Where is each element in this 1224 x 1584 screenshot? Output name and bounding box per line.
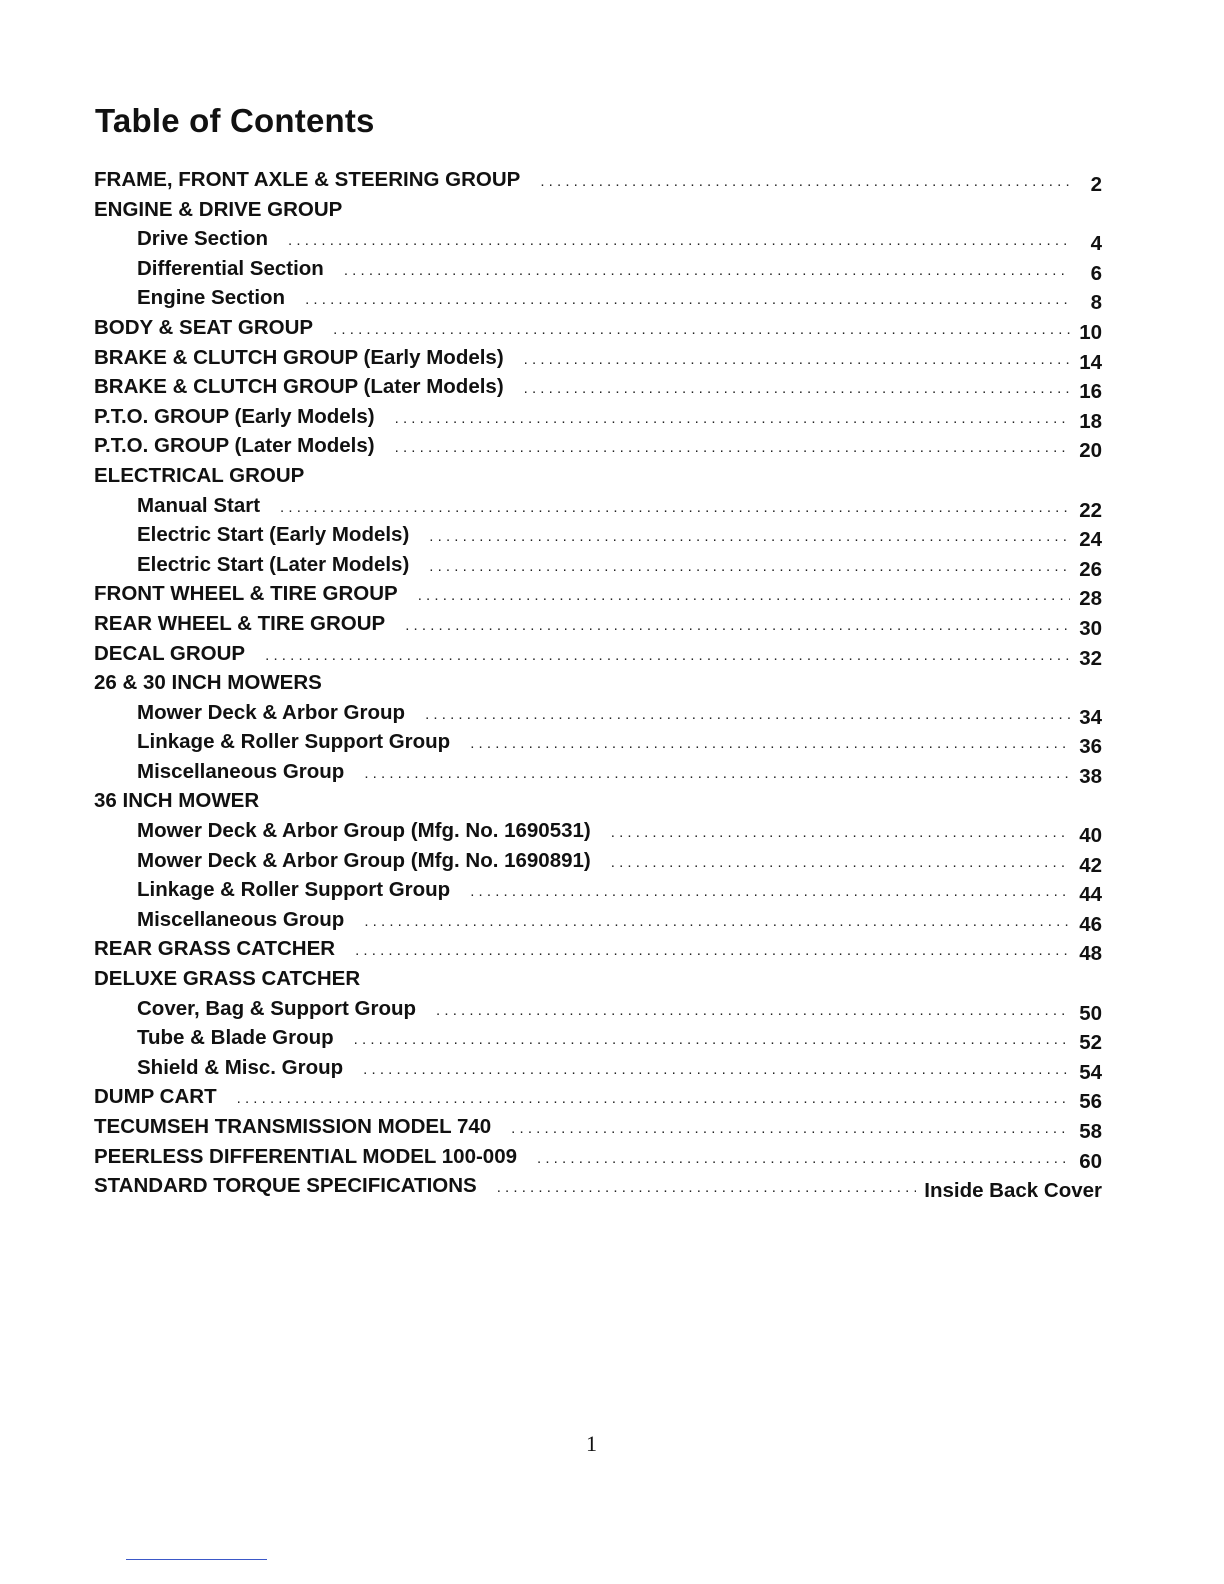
toc-entry-page: 36 <box>1079 735 1102 759</box>
dot-leader <box>470 729 1070 759</box>
toc-entry-page: 20 <box>1079 439 1102 463</box>
toc-entry <box>94 402 1102 432</box>
toc-entry <box>94 875 1102 905</box>
toc-entry-page: 26 <box>1079 557 1102 581</box>
dot-leader <box>524 345 1070 375</box>
toc-entry <box>94 994 1102 1024</box>
toc-entry <box>94 757 1102 787</box>
toc-entry-label: Mower Deck & Arbor Group <box>137 700 406 724</box>
toc-entry-page: 42 <box>1079 853 1102 877</box>
toc-entry-page: 56 <box>1079 1090 1102 1114</box>
toc-section-heading <box>94 461 1102 491</box>
dot-leader <box>540 167 1070 197</box>
toc-entry-label: Electric Start (Early Models) <box>137 523 410 547</box>
dot-leader <box>425 700 1070 730</box>
toc-entry-label: Linkage & Roller Support Group <box>137 878 451 902</box>
toc-entry-label: DECAL GROUP <box>94 641 246 665</box>
toc-entry-label: TECUMSEH TRANSMISSION MODEL 740 <box>94 1115 492 1138</box>
toc-entry <box>94 313 1102 343</box>
dot-leader <box>333 315 1070 345</box>
dot-leader <box>237 1084 1070 1114</box>
dot-leader <box>364 907 1070 937</box>
toc-entry-label: P.T.O. GROUP (Early Models) <box>94 404 375 428</box>
toc-entry-page: Inside Back Cover <box>924 1179 1102 1203</box>
toc-entry-label: DUMP CART <box>94 1085 217 1109</box>
dot-leader <box>524 374 1070 404</box>
toc-entry-page: 16 <box>1079 380 1102 404</box>
toc-entry-label: ELECTRICAL GROUP <box>94 463 305 487</box>
toc-entry-page: 30 <box>1079 616 1102 640</box>
dot-leader <box>364 759 1070 789</box>
toc-entry-label: FRONT WHEEL & TIRE GROUP <box>94 582 398 606</box>
toc-entry <box>94 1112 1102 1142</box>
toc-entry-label: Miscellaneous Group <box>137 907 345 931</box>
toc-entry-page: 14 <box>1079 350 1102 374</box>
toc-entry-label: REAR WHEEL & TIRE GROUP <box>94 611 386 635</box>
toc-entry-label: REAR GRASS CATCHER <box>94 937 336 961</box>
toc-entry <box>94 1082 1102 1112</box>
toc-entry <box>94 846 1102 876</box>
dot-leader <box>280 493 1070 523</box>
toc-entry-label: Engine Section <box>137 286 286 310</box>
dot-leader <box>395 404 1070 434</box>
dot-leader <box>344 256 1070 286</box>
toc-entry-label: BRAKE & CLUTCH GROUP (Early Models) <box>94 345 504 369</box>
toc-entry <box>94 905 1102 935</box>
toc-entry <box>94 934 1102 964</box>
toc-section-heading <box>94 964 1102 994</box>
dot-leader <box>355 936 1070 966</box>
toc-entry-label: Mower Deck & Arbor Group (Mfg. No. 1690891) <box>137 848 591 872</box>
toc-entry-label: 26 & 30 INCH MOWERS <box>94 671 322 695</box>
toc-entry-label: Miscellaneous Group <box>137 759 345 783</box>
dot-leader <box>429 522 1070 552</box>
toc-entry-page: 50 <box>1079 1001 1102 1025</box>
toc-entry-label: ENGINE & DRIVE GROUP <box>94 197 343 221</box>
toc-section-heading <box>94 668 1102 698</box>
toc-entry-label: Cover, Bag & Support Group <box>137 996 417 1020</box>
toc-entry-page: 48 <box>1079 942 1102 966</box>
toc-entry-page: 38 <box>1079 764 1102 788</box>
toc-entry-page: 40 <box>1079 824 1102 848</box>
toc-entry <box>94 165 1102 195</box>
dot-leader <box>537 1144 1070 1174</box>
toc-entry <box>94 1171 1102 1201</box>
toc-entry-page: 58 <box>1079 1120 1102 1143</box>
page-number: 1 <box>586 1431 597 1456</box>
toc-entry <box>94 431 1102 461</box>
toc-entry-label: Shield & Misc. Group <box>137 1055 344 1079</box>
toc-entry-label: Tube & Blade Group <box>137 1026 334 1050</box>
dot-leader <box>418 581 1070 611</box>
dot-leader <box>436 996 1070 1026</box>
dot-leader <box>611 848 1070 878</box>
toc-entry-page: 2 <box>1090 173 1102 196</box>
decorative-rule <box>126 1559 267 1560</box>
toc-entry-page: 28 <box>1079 587 1102 611</box>
dot-leader <box>354 1025 1070 1055</box>
toc-entry-page: 24 <box>1079 528 1102 552</box>
toc-entry-label: PEERLESS DIFFERENTIAL MODEL 100-009 <box>94 1144 518 1168</box>
toc-entry-label: Differential Section <box>137 256 324 280</box>
toc-entry-label: Electric Start (Later Models) <box>137 552 410 576</box>
toc-entry <box>94 550 1102 580</box>
toc-entry <box>94 579 1102 609</box>
toc-entry <box>94 727 1102 757</box>
toc-section-heading <box>94 786 1102 816</box>
toc-entry <box>94 1023 1102 1053</box>
toc-entry-page: 18 <box>1079 409 1102 433</box>
toc-section-heading <box>94 195 1102 225</box>
toc-entry-label: BRAKE & CLUTCH GROUP (Later Models) <box>94 375 504 399</box>
dot-leader <box>288 226 1070 256</box>
toc-entry <box>94 1142 1102 1172</box>
dot-leader <box>363 1055 1070 1085</box>
toc-entry-label: BODY & SEAT GROUP <box>94 315 314 339</box>
dot-leader <box>497 1173 917 1203</box>
toc-entry-page: 22 <box>1079 498 1102 522</box>
toc-entry-page: 8 <box>1090 291 1102 315</box>
page-title: Table of Contents <box>95 102 375 139</box>
toc-entry <box>94 283 1102 313</box>
toc-entry <box>94 343 1102 373</box>
toc-entry <box>94 224 1102 254</box>
dot-leader <box>511 1114 1070 1144</box>
toc-entry <box>94 609 1102 639</box>
toc-entry-page: 10 <box>1079 320 1102 344</box>
toc-entry-label: FRAME, FRONT AXLE & STEERING GROUP <box>94 168 521 191</box>
toc-entry-page: 4 <box>1090 232 1102 256</box>
toc-entry <box>94 816 1102 846</box>
toc-entry-page: 32 <box>1079 646 1102 670</box>
dot-leader <box>611 818 1070 848</box>
toc-entry-page: 34 <box>1079 705 1102 729</box>
toc-entry-page: 54 <box>1079 1060 1102 1084</box>
toc-entry-page: 6 <box>1090 261 1102 285</box>
toc-entry-page: 44 <box>1079 883 1102 907</box>
toc-entry-page: 60 <box>1079 1149 1102 1173</box>
toc-entry-label: Linkage & Roller Support Group <box>137 730 451 754</box>
toc-entry-label: Manual Start <box>137 493 261 517</box>
toc-entry-label: STANDARD TORQUE SPECIFICATIONS <box>94 1174 477 1198</box>
table-of-contents <box>94 165 1102 1201</box>
toc-entry <box>94 491 1102 521</box>
toc-entry-label: P.T.O. GROUP (Later Models) <box>94 434 375 458</box>
dot-leader <box>429 552 1070 582</box>
toc-entry-label: Mower Deck & Arbor Group (Mfg. No. 1690531) <box>137 819 591 843</box>
toc-entry <box>94 372 1102 402</box>
toc-entry-label: Drive Section <box>137 227 269 251</box>
dot-leader <box>395 433 1070 463</box>
dot-leader <box>265 641 1070 671</box>
toc-entry-page: 52 <box>1079 1031 1102 1055</box>
toc-entry-label: DELUXE GRASS CATCHER <box>94 967 361 991</box>
dot-leader <box>470 877 1070 907</box>
toc-entry <box>94 698 1102 728</box>
toc-entry <box>94 254 1102 284</box>
toc-entry <box>94 520 1102 550</box>
dot-leader <box>305 285 1070 315</box>
toc-entry-page: 46 <box>1079 912 1102 936</box>
toc-entry <box>94 1053 1102 1083</box>
toc-entry-label: 36 INCH MOWER <box>94 789 260 813</box>
dot-leader <box>405 611 1070 641</box>
toc-entry <box>94 639 1102 669</box>
